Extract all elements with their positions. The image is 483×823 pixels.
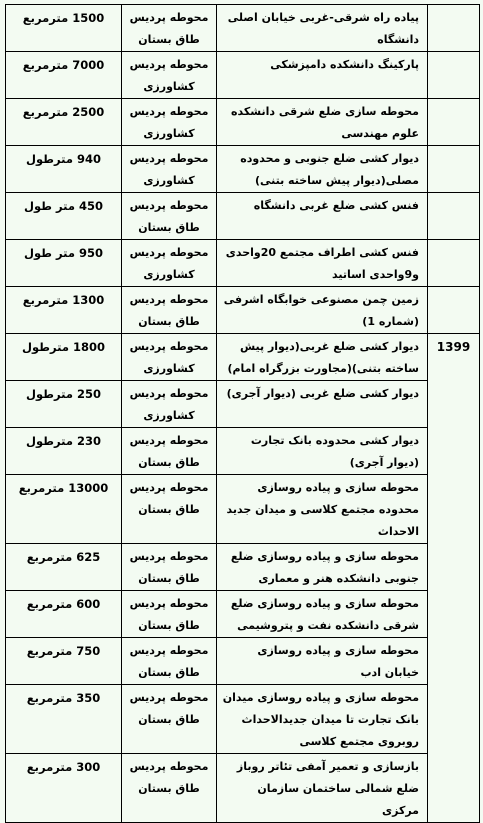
year-cell-empty: [428, 240, 480, 287]
project-location: محوطه پردیس طاق بستان: [122, 193, 217, 240]
table-row: [6, 591, 480, 638]
project-title: محوطه سازی و پیاده روسازی محدوده مجتمع کلاسی و میدان جدید الاحداث: [217, 475, 428, 544]
project-title: دیوار کشی ضلع غربی(دیوار پیش ساخته بتنی)(مجاورت بزرگراه امام): [217, 334, 428, 381]
project-location: محوطه پردیس طاق بستان: [122, 638, 217, 685]
project-location: محوطه پردیس طاق بستان: [122, 287, 217, 334]
project-quantity: 1300 مترمربع: [6, 287, 122, 334]
project-title: پیاده راه شرقی-غربی خیابان اصلی دانشگاه: [217, 5, 428, 52]
project-title: دیوار کشی محدوده بانک تجارت (دیوار آجری): [217, 428, 428, 475]
project-location: محوطه پردیس کشاورزی: [122, 334, 217, 381]
table-row: [6, 193, 480, 240]
project-location: محوطه پردیس طاق بستان: [122, 754, 217, 823]
project-title: زمین چمن مصنوعی خوابگاه اشرفی (شماره 1): [217, 287, 428, 334]
table-row: [6, 685, 480, 754]
year-cell-empty: [428, 52, 480, 99]
table-row: [6, 287, 480, 334]
project-location: محوطه پردیس طاق بستان: [122, 5, 217, 52]
project-quantity: 450 متر طول: [6, 193, 122, 240]
project-quantity: 1800 مترطول: [6, 334, 122, 381]
table-row: [6, 146, 480, 193]
project-quantity: 350 مترمربع: [6, 685, 122, 754]
project-location: محوطه پردیس طاق بستان: [122, 475, 217, 544]
project-quantity: 750 مترمربع: [6, 638, 122, 685]
project-quantity: 7000 مترمربع: [6, 52, 122, 99]
project-location: محوطه پردیس طاق بستان: [122, 544, 217, 591]
project-quantity: 940 مترطول: [6, 146, 122, 193]
table-row: [6, 754, 480, 823]
table-row: [6, 334, 480, 381]
project-location: محوطه پردیس طاق بستان: [122, 591, 217, 638]
year-cell-empty: [428, 5, 480, 52]
year-cell-empty: [428, 99, 480, 146]
project-title: محوطه سازی ضلع شرقی دانشکده علوم مهندسی: [217, 99, 428, 146]
table-row: [6, 5, 480, 52]
project-title: دیوار کشی ضلع جنوبی و محدوده مصلی(دیوار پیش ساخته بتنی): [217, 146, 428, 193]
project-location: محوطه پردیس طاق بستان: [122, 428, 217, 475]
project-location: محوطه پردیس کشاورزی: [122, 240, 217, 287]
year-cell: 1399: [428, 334, 480, 823]
project-title: بازسازی و تعمیر آمفی تئاتر روباز ضلع شمالی ساختمان سازمان مرکزی: [217, 754, 428, 823]
project-title: محوطه سازی و پیاده روسازی ضلع شرقی دانشکده نفت و پتروشیمی: [217, 591, 428, 638]
project-quantity: 300 مترمربع: [6, 754, 122, 823]
project-quantity: 13000 مترمربع: [6, 475, 122, 544]
table-row: [6, 638, 480, 685]
table-row: [6, 240, 480, 287]
year-cell-empty: [428, 146, 480, 193]
project-location: محوطه پردیس کشاورزی: [122, 99, 217, 146]
table-row: [6, 99, 480, 146]
year-cell-empty: [428, 193, 480, 240]
project-quantity: 2500 مترمربع: [6, 99, 122, 146]
table-row: [6, 544, 480, 591]
project-quantity: 600 مترمربع: [6, 591, 122, 638]
project-title: محوطه سازی و پیاده روسازی خیابان ادب: [217, 638, 428, 685]
projects-table: [5, 4, 480, 823]
table-row: [6, 475, 480, 544]
project-title: فنس کشی ضلع غربی دانشگاه: [217, 193, 428, 240]
project-quantity: 250 مترطول: [6, 381, 122, 428]
project-location: محوطه پردیس کشاورزی: [122, 52, 217, 99]
project-title: فنس کشی اطراف مجتمع 20واحدی و9واحدی اساتید: [217, 240, 428, 287]
project-location: محوطه پردیس طاق بستان: [122, 685, 217, 754]
project-title: محوطه سازی و پیاده روسازی ضلع جنوبی دانشکده هنر و معماری: [217, 544, 428, 591]
project-quantity: 230 مترطول: [6, 428, 122, 475]
project-quantity: 625 مترمربع: [6, 544, 122, 591]
project-location: محوطه پردیس کشاورزی: [122, 146, 217, 193]
table-row: [6, 52, 480, 99]
project-title: دیوار کشی ضلع غربی (دیوار آجری): [217, 381, 428, 428]
project-location: محوطه پردیس کشاورزی: [122, 381, 217, 428]
project-quantity: 1500 مترمربع: [6, 5, 122, 52]
project-title: محوطه سازی و پیاده روسازی میدان بانک تجارت تا میدان جدیدالاحداث روبروی مجتمع کلاسی: [217, 685, 428, 754]
project-quantity: 950 متر طول: [6, 240, 122, 287]
year-cell-empty: [428, 287, 480, 334]
table-row: [6, 381, 480, 428]
project-title: پارکینگ دانشکده دامپزشکی: [217, 52, 428, 99]
table-row: [6, 428, 480, 475]
